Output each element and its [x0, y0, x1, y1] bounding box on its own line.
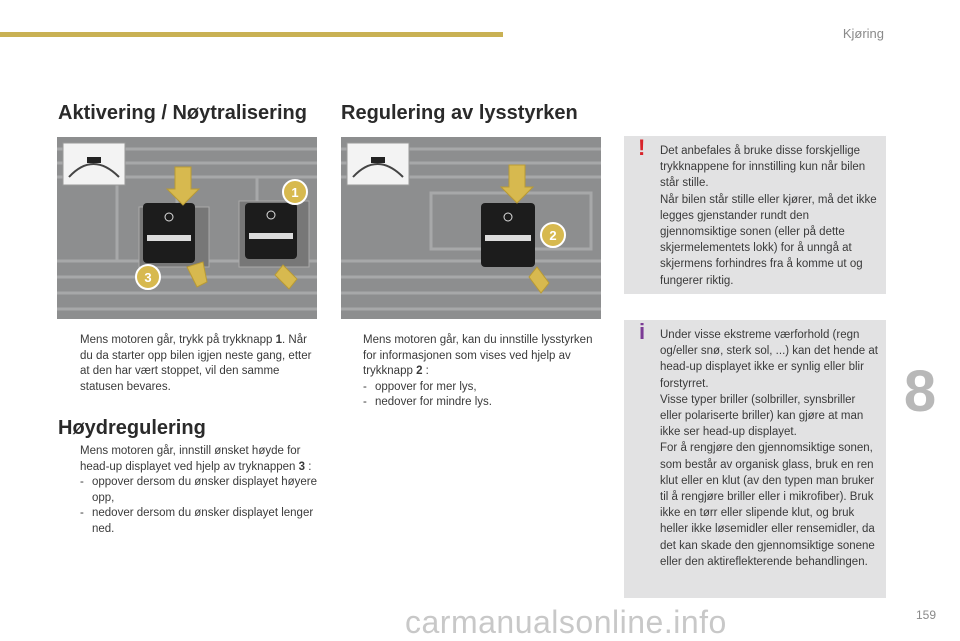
- brightness-instruction: Mens motoren går, kan du innstille lysstyrken for informasjonen som vises ved hjelp av trykknapp 2 : - oppover for mer lys, - nedover for mindre lys.: [341, 333, 603, 411]
- page-number: 159: [915, 608, 936, 622]
- button-2-graphic: [481, 203, 535, 267]
- callout-1: 1: [291, 185, 299, 200]
- list-item: - oppover dersom du ønsker displayet høyere opp,: [80, 476, 317, 504]
- height-adjust-title: Høydregulering: [58, 417, 206, 439]
- callout-2: 2: [549, 228, 557, 243]
- height-adjust-instruction: Mens motoren går, innstill ønsket høyde for head-up displayet ved hjelp av tryknappen 3 : - oppover dersom du ønsker displayet høyere opp, - nedover dersom du ønsker displayet lenger ned.: [58, 444, 320, 537]
- activation-photo: [57, 137, 317, 319]
- callout-3: 3: [144, 270, 152, 285]
- info-icon: i: [639, 319, 646, 344]
- accent-bar: [0, 32, 503, 37]
- watermark: carmanualsonline.info: [405, 604, 727, 640]
- brightness-title: Regulering av lysstyrken: [341, 102, 578, 124]
- activation-title: Aktivering / Nøytralisering: [58, 102, 307, 124]
- button-3-graphic: [143, 203, 195, 263]
- list-item: - oppover for mer lys,: [363, 380, 477, 393]
- section-tag: Kjøring: [842, 26, 884, 41]
- activation-instruction: Mens motoren går, trykk på trykknapp 1. Når du da starter opp bilen igjen neste gang, etter at den har vært stoppet, vil den samme statusen bevares.: [80, 334, 312, 393]
- button-1-graphic: [245, 203, 297, 259]
- warning-box: ! Det anbefales å bruke disse forskjellige trykknappene for innstilling kun når bilen står stille. Når bilen står stille eller kjører, må det ikke legges gjenstander rundt den gjennomsiktige sonen (eller på dette skjermelementets lokk) for å unngå at skjermens forhindres fra å komme ut og fungerer riktig.: [624, 136, 886, 294]
- info-box: i Under visse ekstreme værforhold (regn og/eller snø, sterk sol, ...) kan det hende at head-up displayet ikke er synlig eller blir forstyrret. Visse typer briller (solbriller, synsbriller eller polariserte briller) kan gjøre at man ikke ser head-up displayet. For å rengjøre den gjennomsiktige sonen, som består av organisk glass, bruk en ren klut eller en klut (av den typen man bruker til å rengjøre briller eller i mikrofiber). Bruk ikke en tørr eller slipende klut, og bruk heller ikke løsemidler eller rensemidler, da det kan skade den gjennomsiktige sonene eller den aktireflekterende behandlingen.: [624, 320, 886, 598]
- list-item: - nedover for mindre lys.: [363, 396, 492, 408]
- list-item: - nedover dersom du ønsker displayet lenger ned.: [80, 507, 314, 535]
- brightness-photo: [341, 137, 601, 319]
- chapter-number: 8: [903, 359, 937, 424]
- warning-icon: !: [638, 135, 646, 160]
